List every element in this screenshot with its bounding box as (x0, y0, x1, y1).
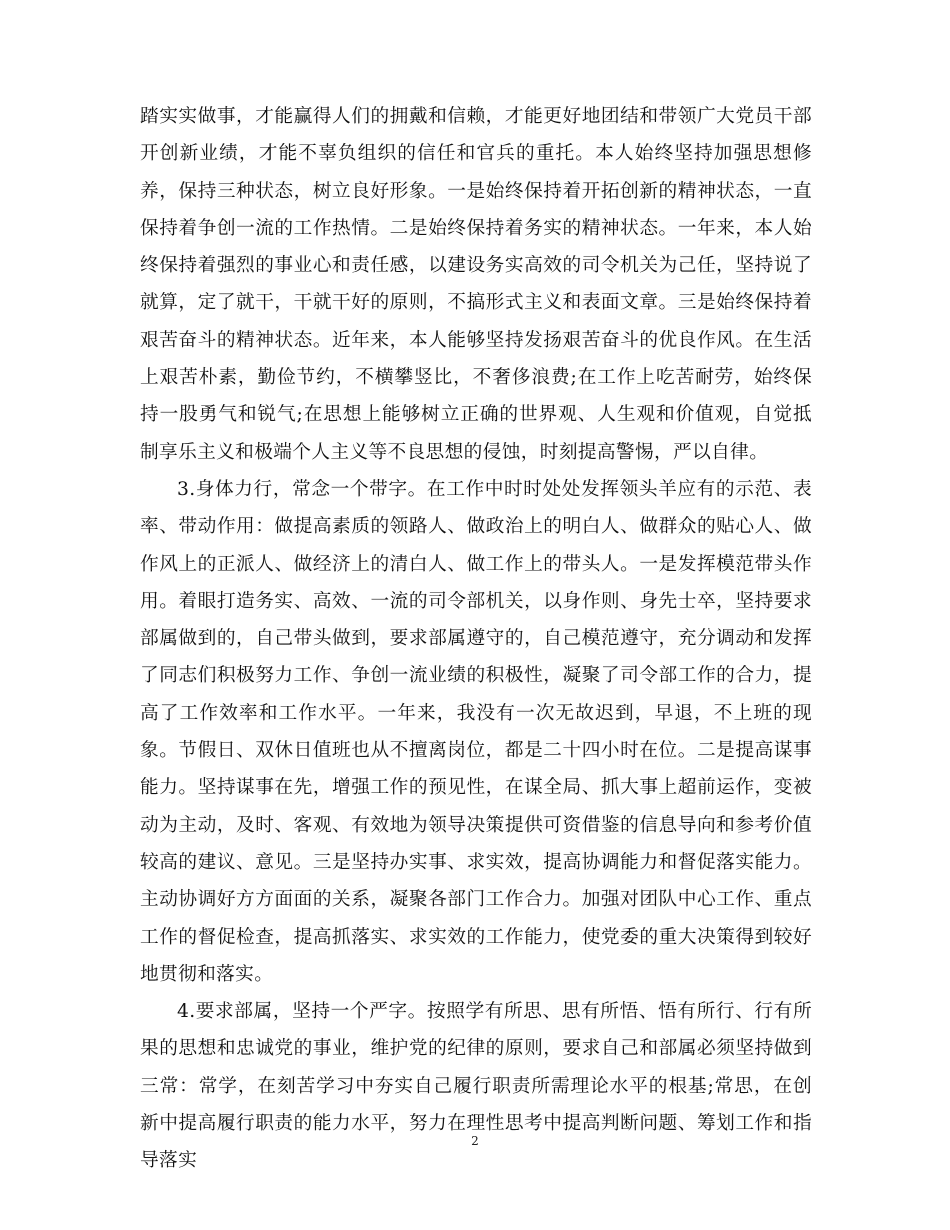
paragraph-continued: 踏实实做事，才能赢得人们的拥戴和信赖，才能更好地团结和带领广大党员干部开创新业绩，才能不辜负组织的信任和官兵的重托。本人始终坚持加强思想修养，保持三种状态，树立良好形象。一是始终保持着开拓创新的精神状态，一直保持着争创一流的工作热情。二是始终保持着务实的精神状态。一年来，本人始终保持着强烈的事业心和责任感，以建设务实高效的司令机关为己任，坚持说了就算，定了就干，干就干好的原则，不搞形式主义和表面文章。三是始终保持着艰苦奋斗的精神状态。近年来，本人能够坚持发扬艰苦奋斗的优良作风。在生活上艰苦朴素，勤俭节约，不横攀竖比，不奢侈浪费;在工作上吃苦耐劳，始终保持一股勇气和锐气;在思想上能够树立正确的世界观、人生观和价值观，自觉抵制享乐主义和极端个人主义等不良思想的侵蚀，时刻提高警惕，严以自律。 (140, 106, 812, 463)
body-text (140, 98, 812, 1180)
page-number: 2 (471, 1134, 479, 1148)
paragraph-section-4: 4.要求部属，坚持一个严字。按照学有所思、思有所悟、悟有所行、行有所果的思想和忠诚党的事业，维护党的纪律的原则，要求自己和部属必须坚持做到三常：常学，在刻苦学习中夯实自己履行职责所需理论水平的根基;常思，在创新中提高履行职责的能力水平，努力在理性思考中提高判断问题、筹划工作和指导落实 (140, 1001, 812, 1172)
paragraph-section-3: 3.身体力行，常念一个带字。在工作中时时处处发挥领头羊应有的示范、表率、带动作用：做提高素质的领路人、做政治上的明白人、做群众的贴心人、做作风上的正派人、做经济上的清白人、做工作上的带头人。一是发挥模范带头作用。着眼打造务实、高效、一流的司令部机关，以身作则、身先士卒，坚持要求部属做到的，自己带头做到，要求部属遵守的，自己模范遵守，充分调动和发挥了同志们积极努力工作、争创一流业绩的积极性，凝聚了司令部工作的合力，提高了工作效率和工作水平。一年来，我没有一次无故迟到，早退，不上班的现象。节假日、双休日值班也从不擅离岗位，都是二十四小时在位。二是提高谋事能力。坚持谋事在先，增强工作的预见性，在谋全局、抓大事上超前运作，变被动为主动，及时、客观、有效地为领导决策提供可资借鉴的信息导向和参考价值较高的建议、意见。三是坚持办实事、求实效，提高协调能力和督促落实能力。主动协调好方方面面的关系，凝聚各部门工作合力。加强对团队中心工作、重点工作的督促检查，提高抓落实、求实效的工作能力，使党委的重大决策得到较好地贯彻和落实。 (140, 478, 812, 985)
